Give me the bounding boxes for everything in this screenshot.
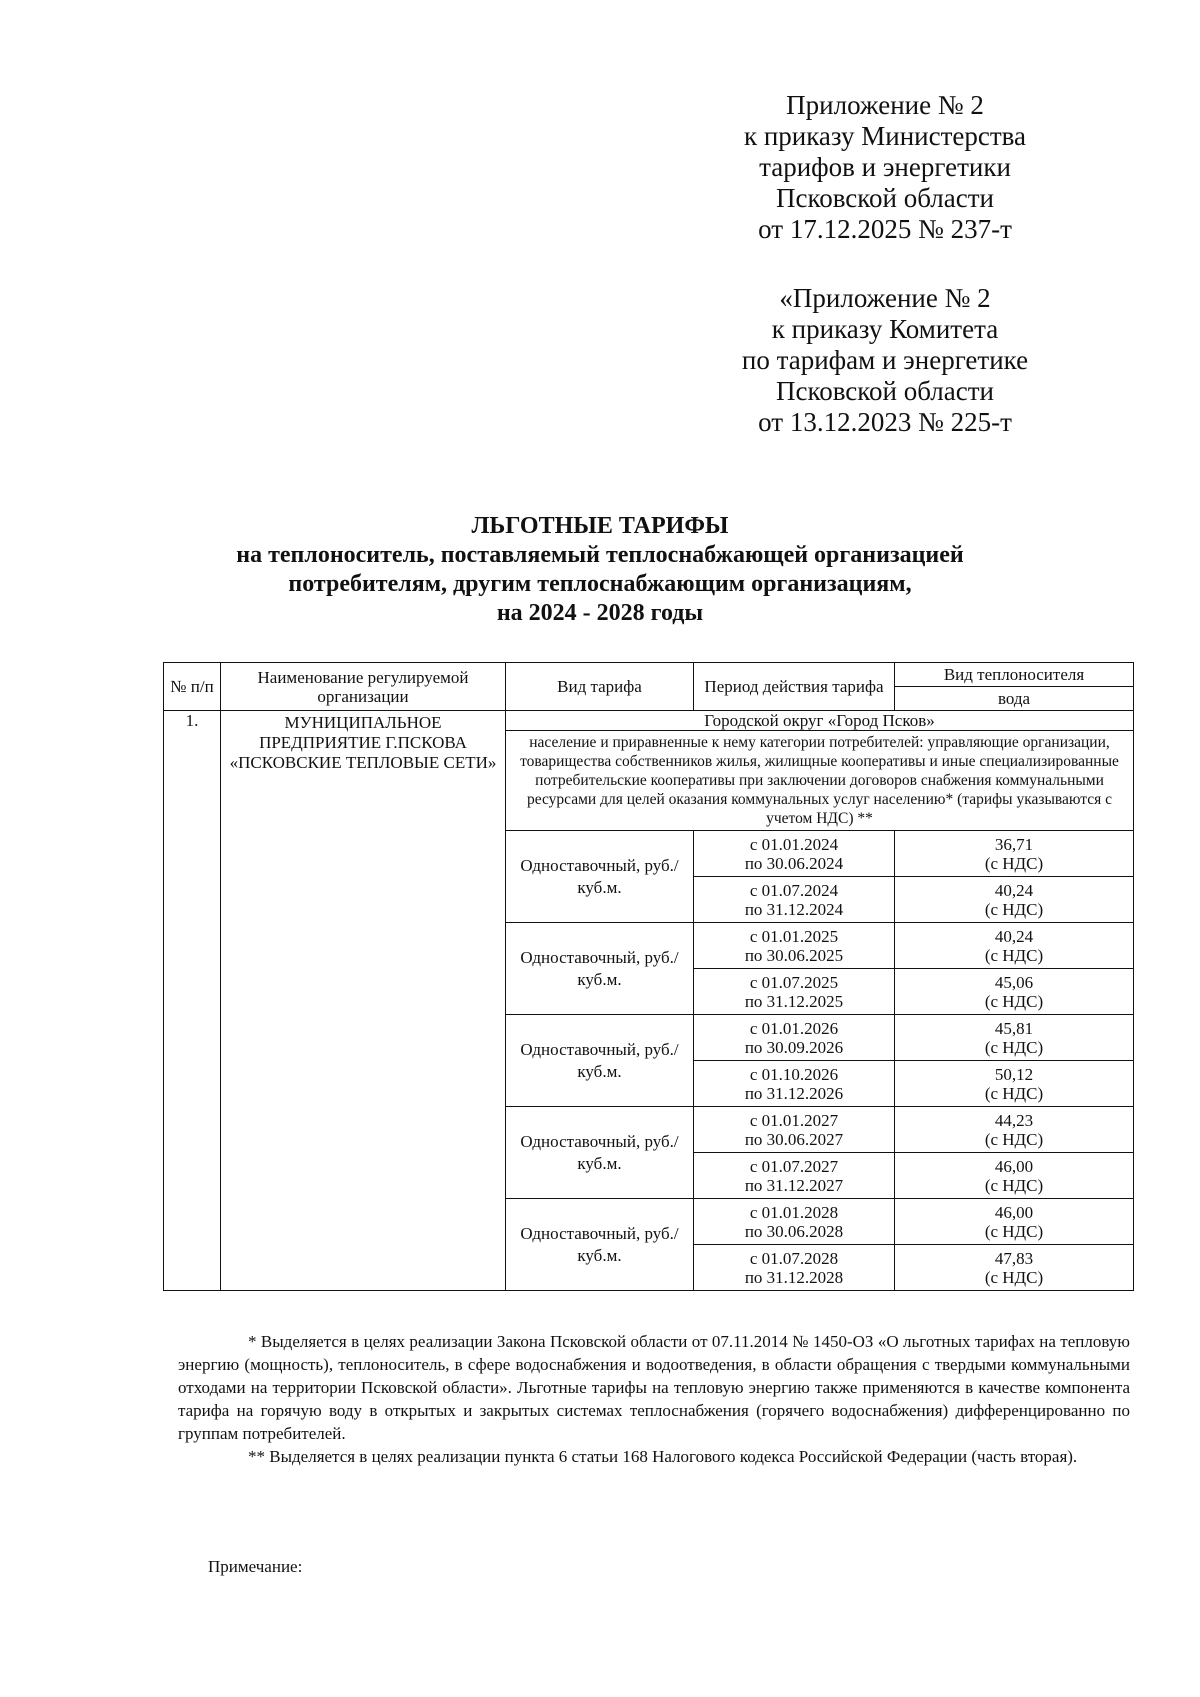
header-carrier: Вид теплоносителя [895, 663, 1134, 687]
value-vat: (с НДС) [984, 1221, 1044, 1241]
period-from: с 01.01.2026 [749, 1018, 839, 1038]
appendix-line: к приказу Комитета [771, 314, 999, 344]
value-amount: 36,71 [994, 834, 1034, 854]
period-from: с 01.07.2024 [749, 880, 839, 900]
value-amount: 45,81 [994, 1018, 1034, 1038]
period-from: с 01.07.2028 [749, 1248, 839, 1268]
value-vat: (с НДС) [984, 1267, 1044, 1287]
tariff-type: Одноставочный, руб./куб.м. [506, 923, 694, 1015]
period-from: с 01.01.2025 [749, 926, 839, 946]
district-name: Городской округ «Город Псков» [506, 711, 1134, 731]
period-to: по 31.12.2024 [744, 899, 844, 919]
period-to: по 31.12.2027 [744, 1175, 844, 1195]
tariff-period [694, 1061, 895, 1107]
value-vat: (с НДС) [984, 1083, 1044, 1103]
period-to: по 31.12.2025 [744, 991, 844, 1011]
period-from: с 01.01.2028 [749, 1202, 839, 1222]
tariff-value [895, 969, 1134, 1015]
value-amount: 45,06 [994, 972, 1034, 992]
tariff-period [694, 969, 895, 1015]
tariffs-table [163, 662, 1134, 1291]
value-vat: (с НДС) [984, 1175, 1044, 1195]
appendix-line: к приказу Министерства [743, 121, 1027, 151]
title-line: на теплоноситель, поставляемый теплоснабжающей организацией [236, 542, 964, 568]
tariff-type: Одноставочный, руб./куб.м. [506, 1199, 694, 1291]
value-amount: 47,83 [994, 1248, 1034, 1268]
period-to: по 30.06.2025 [744, 945, 844, 965]
appendix-line: Приложение № 2 [786, 90, 984, 120]
value-amount: 46,00 [994, 1156, 1034, 1176]
tariff-period [694, 831, 895, 877]
period-to: по 31.12.2026 [744, 1083, 844, 1103]
period-to: по 30.09.2026 [744, 1037, 844, 1057]
period-from: с 01.10.2026 [749, 1064, 839, 1084]
tariff-type: Одноставочный, руб./куб.м. [506, 831, 694, 923]
appendix-line: «Приложение № 2 [779, 283, 991, 313]
period-to: по 30.06.2024 [744, 853, 844, 873]
tariff-period [694, 1015, 895, 1061]
header-carrier-water: вода [895, 687, 1134, 711]
value-amount: 40,24 [994, 926, 1034, 946]
period-from: с 01.01.2024 [749, 834, 839, 854]
appendix-line: Псковской области [775, 376, 994, 406]
header-organization: Наименование регулируемой организации [221, 663, 506, 711]
tariff-period [694, 923, 895, 969]
tariff-period [694, 1107, 895, 1153]
tariff-period [694, 1153, 895, 1199]
period-from: с 01.01.2027 [749, 1110, 839, 1130]
appendix-line: Псковской области [775, 183, 994, 213]
value-amount: 50,12 [994, 1064, 1034, 1084]
appendix-line: от 13.12.2023 № 225-т [758, 407, 1012, 437]
row-number: 1. [164, 711, 221, 1291]
tariff-period [694, 1245, 895, 1291]
tariff-value [895, 923, 1134, 969]
tariff-value [895, 877, 1134, 923]
value-vat: (с НДС) [984, 1037, 1044, 1057]
header-tariff-type: Вид тарифа [506, 663, 694, 711]
period-to: по 30.06.2027 [744, 1129, 844, 1149]
tariff-value [895, 1015, 1134, 1061]
value-amount: 40,24 [994, 880, 1034, 900]
period-to: по 30.06.2028 [744, 1221, 844, 1241]
value-vat: (с НДС) [984, 991, 1044, 1011]
tariff-value [895, 1199, 1134, 1245]
title-line: ЛЬГОТНЫЕ ТАРИФЫ [471, 513, 729, 539]
tariff-value [895, 1245, 1134, 1291]
value-amount: 46,00 [994, 1202, 1034, 1222]
title-line: на 2024 - 2028 годы [496, 600, 704, 626]
table-row-district [164, 711, 1134, 731]
appendix-line: тарифов и энергетики [759, 152, 1011, 182]
organization-name: МУНИЦИПАЛЬНОЕ ПРЕДПРИЯТИЕ Г.ПСКОВА «ПСКОВСКИЕ ТЕПЛОВЫЕ СЕТИ» [221, 711, 506, 1291]
appendix-header-previous [700, 283, 1070, 438]
tariff-type: Одноставочный, руб./куб.м. [506, 1015, 694, 1107]
appendix-line: по тарифам и энергетике [741, 345, 1029, 375]
period-from: с 01.07.2025 [749, 972, 839, 992]
header-period: Период действия тарифа [694, 663, 895, 711]
value-vat: (с НДС) [984, 853, 1044, 873]
tariff-value [895, 1107, 1134, 1153]
tariff-period [694, 1199, 895, 1245]
appendix-header-current [700, 90, 1070, 245]
value-vat: (с НДС) [984, 1129, 1044, 1149]
consumer-category: население и приравненные к нему категории потребителей: управляющие организации, товарищества собственников жилья, жилищные кооперативы и иные специализированные потребительские кооперативы при заключении договоров снабжения коммунальными ресурсами для целей оказания коммунальных услуг населению* (тарифы указываются с учетом НДС) ** [506, 731, 1134, 831]
period-from: с 01.07.2027 [749, 1156, 839, 1176]
footnotes [178, 1330, 1130, 1468]
tariff-value [895, 1153, 1134, 1199]
tariff-period [694, 877, 895, 923]
footnote-second: ** Выделяется в целях реализации пункта 6 статьи 168 Налогового кодекса Российской Федерации (часть вторая). [248, 1447, 1078, 1466]
table-header-row [164, 663, 1134, 687]
tariff-type: Одноставочный, руб./куб.м. [506, 1107, 694, 1199]
document-title [0, 512, 1200, 628]
value-vat: (с НДС) [984, 945, 1044, 965]
title-line: потребителям, другим теплоснабжающим организациям, [288, 571, 912, 597]
header-number: № п/п [164, 663, 221, 711]
appendix-line: от 17.12.2025 № 237-т [758, 214, 1012, 244]
value-amount: 44,23 [994, 1110, 1034, 1130]
value-vat: (с НДС) [984, 899, 1044, 919]
period-to: по 31.12.2028 [744, 1267, 844, 1287]
tariff-value [895, 1061, 1134, 1107]
footnote-first: * Выделяется в целях реализации Закона Псковской области от 07.11.2014 № 1450-ОЗ «О льготных тарифах на тепловую энергию (мощность), теплоноситель, в сфере водоснабжения и водоотведения, в области обращения с твердыми коммунальными отходами на территории Псковской области». Льготные тарифы на тепловую энергию также применяются в качестве компонента тарифа на горячую воду в открытых и закрытых системах теплоснабжения (горячего водоснабжения) дифференцированно по группам потребителей. [178, 1332, 1130, 1443]
note-label: Примечание: [208, 1557, 303, 1576]
tariff-value [895, 831, 1134, 877]
